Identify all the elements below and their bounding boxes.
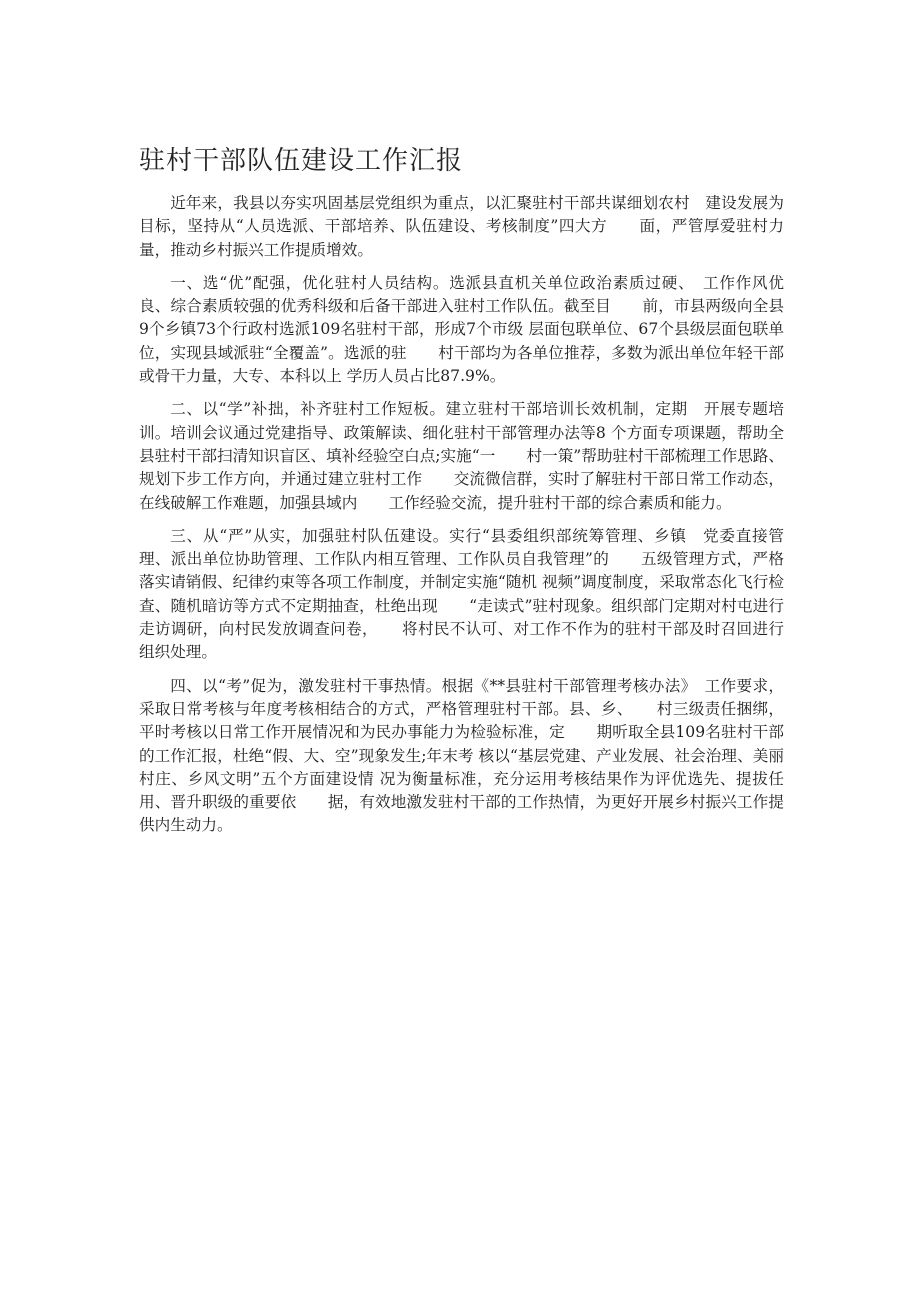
document-body: [139, 192, 784, 848]
page-title: 驻村干部队伍建设工作汇报: [139, 146, 464, 176]
paragraph-section-2: 二、以“学”补拙，补齐驻村工作短板。建立驻村干部培训长效机制，定期 开展专题培训。培训会议通过党建指导、政策解读、细化驻村干部管理办法等8 个方面专项课题，帮助全县驻村干部扫清知识盲区、填补经验空白点;实施“一 村一策”帮助驻村干部梳理工作思路、规划下步工作方向，并通过建立驻村工作 交流微信群，实时了解驻村干部日常工作动态，在线破解工作难题，加强县域内 工作经验交流，提升驻村干部的综合素质和能力。: [139, 400, 784, 512]
paragraph-intro: 近年来，我县以夯实巩固基层党组织为重点，以汇聚驻村干部共谋细划农村 建设发展为目标，坚持从“人员选派、干部培养、队伍建设、考核制度”四大方 面，严管厚爱驻村力量，推动乡村振兴工作提质增效。: [139, 194, 784, 259]
paragraph-section-3: 三、从“严”从实，加强驻村队伍建设。实行“县委组织部统筹管理、乡镇 党委直接管理、派出单位协助管理、工作队内相互管理、工作队员自我管理”的 五级管理方式，严格落实请销假、纪律约束等各项工作制度，并制定实施“随机 视频”调度制度，采取常态化飞行检查、随机暗访等方式不定期抽查，杜绝出现 “走读式”驻村现象。组织部门定期对村屯进行走访调研，向村民发放调查问卷， 将村民不认可、对工作不作为的驻村干部及时召回进行组织处理。: [139, 526, 784, 662]
paragraph-section-4: 四、以“考”促为，激发驻村干事热情。根据《**县驻村干部管理考核办法》 工作要求，采取日常考核与年度考核相结合的方式，严格管理驻村干部。县、乡、 村三级责任捆绑，平时考核以日常工作开展情况和为民办事能力为检验标准，定 期听取全县109名驻村干部的工作汇报，杜绝“假、大、空”现象发生;年末考 核以“基层党建、产业发展、社会治理、美丽村庄、乡风文明”五个方面建设情 况为衡量标准，充分运用考核结果作为评优选先、提拔任用、晋升职级的重要依 据，有效地激发驻村干部的工作热情，为更好开展乡村振兴工作提供内生动力。: [139, 676, 784, 835]
paragraph-section-1: 一、选“优”配强，优化驻村人员结构。选派县直机关单位政治素质过硬、 工作作风优良、综合素质较强的优秀科级和后备干部进入驻村工作队伍。截至目 前，市县两级向全县9个乡镇73个行政村选派109名驻村干部，形成7个市级 层面包联单位、67个县级层面包联单位，实现县域派驻“全覆盖”。选派的驻 村干部均为各单位推荐，多数为派出单位年轻干部或骨干力量，大专、本科以上 学历人员占比87.9%。: [139, 273, 784, 386]
